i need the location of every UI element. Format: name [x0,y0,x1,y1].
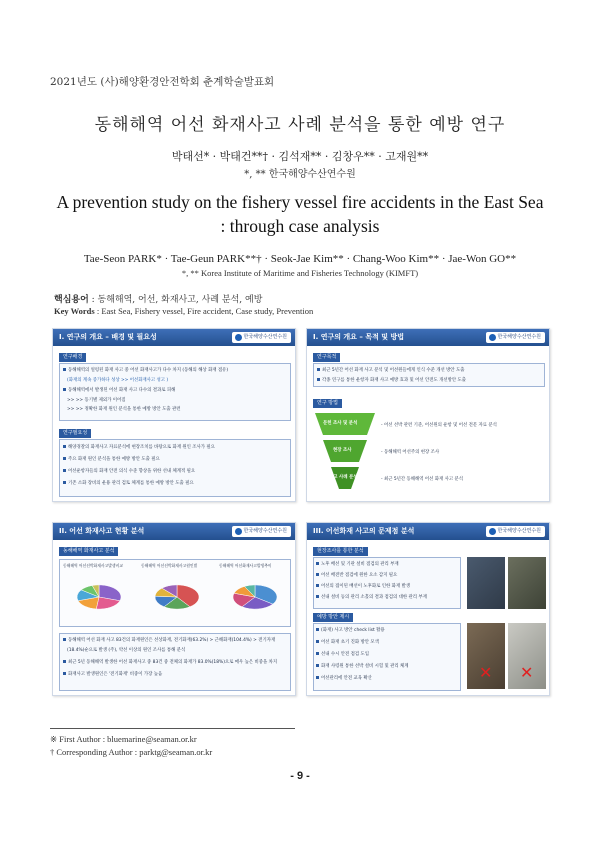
slide-title: I. 연구의 개요 – 배경 및 필요성 [59,333,157,341]
english-authors: Tae-Seon PARK* · Tae-Geun PARK**† · Seok-Jae Kim** · Chang-Woo Kim** · Jae-Won GO** [83,253,517,265]
bullet-icon [63,481,66,484]
slide-line: (화재의 계속 증가하다 성상 >> 어선화재사고 성고 ) [67,378,169,383]
step-note: - 어선 선박 관련 기준, 어선원의 운항 및 어선 전문 자료 분석 [381,423,497,428]
logo-icon [235,528,242,535]
bullet-icon [316,573,319,576]
slide-line: 동해해역의 얼렁된 화재 사고 중 어선 화재사고가 다수 차지 (동해의 해상 화재 점유) [63,367,228,373]
keywords-en-label: Key Words [54,306,95,316]
photo-wiring [508,557,546,609]
slide-fire-status [52,522,296,696]
keywords-en [54,306,313,316]
slide-title: II. 어선 화재사고 현황 분석 [59,527,145,535]
logo-text: 한국해양수산연수원 [243,334,287,340]
keywords-ko-label: 핵심용어 [54,295,89,305]
bullet-icon [63,660,66,663]
slide-purpose-method [306,328,550,502]
step-label: 현장 조사 [333,448,352,453]
slide-line: 노후 배선 및 기관 설비 점검의 관리 부재 [316,561,399,567]
photo-fire-equipment [508,623,546,689]
slide-line: 해양경찰의 화재사고 자료분석에 현장조치를 바탕으로 화재 원인 조사가 필요 [63,444,215,450]
section-label: 동해해역 화재사고 분석 [59,547,118,556]
slide-line: 주요 화재 원인 분석을 통한 예방 방안 도출 필요 [63,456,160,462]
bullet-icon [63,368,66,371]
bullet-icon [63,388,66,391]
keywords-en-text: : East Sea, Fishery vessel, Fire accident, Case study, Prevention [94,306,314,316]
step-label: 문헌 조사 및 분석 [323,421,358,426]
slide-line: 선내 설비 등의 관리 소홀의 결과 점검의 대한 관리 부재 [316,594,427,600]
section-label: 연구배경 [59,353,86,362]
step-label: 사고 사례 분석 [329,475,358,480]
bullet-icon [316,562,319,565]
slide-line: >> >> 동기별 제외가 이어짐 [67,398,126,403]
keywords-ko [54,292,262,305]
step-note: - 최근 5년간 동해해역 어선 화재 사고 분석 [381,477,464,482]
slide-line: 동해해역에서 발생된 어선 화재 사고 다수의 결과로 피해 [63,387,175,393]
bullet-icon [317,368,320,371]
slide-header [307,523,549,540]
page-number: - 9 - [290,770,310,782]
slide-line: 화재 사령원 통한 선박 설비 시험 및 관리 체계 [316,663,409,669]
x-mark-icon: ✕ [479,663,493,682]
slide-line: (화재) 사고 방안 check list 활용 [316,627,385,633]
section-label: 연구목적 [313,353,340,362]
bullet-icon [316,676,319,679]
bullet-icon [63,672,66,675]
bullet-icon [317,378,320,381]
photo-engine-room [467,623,505,689]
keywords-ko-text: : 동해해역, 어선, 화재사고, 사례 분석, 예방 [88,295,263,305]
chart-title: 동해해역 어선화재사고발생추이 [219,563,272,568]
institute-logo [232,526,291,537]
english-affiliation: *, ** Korea Institute of Maritime and Fisheries Technology (KIMFT) [181,268,419,278]
slide-line: 어선 배전반 점검에 원한 요소 감지 필요 [316,572,397,578]
slide-line: 선내 수시 안전 점검 도입 [316,651,369,657]
slide-line: 어선관리에 안전 교육 확산 [316,675,372,681]
x-mark-icon: ✕ [520,663,534,682]
bullet-icon [63,638,66,641]
bullet-icon [316,595,319,598]
slide-line: (18.4%)순으로 발생 (주), 약선 이상의 원인 조사를 통해 분석 [67,648,186,653]
logo-text: 한국해양수산연수원 [497,334,541,340]
english-title [40,190,560,238]
slide-line: 최근 5년간 어선 화재 사고 분석 및 어선원들에게 인식 수준 개선 방안 도출 [317,367,465,373]
section-label: 예방 방안 제시 [313,613,353,622]
slide-line: 각종 연구를 통한 운항자 화재 사고 예방 효과 및 어선 안전도 개선방안 도출 [317,377,466,383]
slide-line: 기존 소화 장비의 운용 관리 검토 체계를 통한 예방 방안 도출 필요 [63,480,194,486]
slide-line: 화재사고 발생원인은 '전기화재' 비중이 가장 높음 [63,671,162,677]
section-label: 연구 방법 [313,399,342,408]
bullet-icon [316,584,319,587]
slide-line: 최근 5년 동해해역 발생한 어선 화재사고 중 83건 중 전체의 화재가 83.0%(18%)으로 매우 높은 비중을 차지 [63,659,277,665]
logo-text: 한국해양수산연수원 [243,528,287,534]
logo-icon [489,334,496,341]
photo-electrical-panel [467,557,505,609]
bullet-icon [63,469,66,472]
slide-header [307,329,549,346]
bullet-icon [316,664,319,667]
slide-line: >> >> 정확한 화재 원인 분석을 통한 예방 방안 도출 관련 [67,407,181,412]
slide-problem-analysis [306,522,550,696]
slide-header [53,523,295,540]
bullet-icon [316,628,319,631]
korean-title: 동해해역 어선 화재사고 사례 분석을 통한 예방 연구 [94,115,506,135]
slide-title: I. 연구의 개요 – 목적 및 방법 [313,333,405,341]
conference-name: 2021년도 (사)해양환경안전학회 춘계학술발표회 [50,76,275,88]
english-title-line2: : through case analysis [220,216,380,236]
bullet-icon [63,445,66,448]
logo-icon [489,528,496,535]
korean-affiliation: *, ** 한국해양수산연수원 [244,169,356,180]
footnote-corresponding-author: † Corresponding Author : parktg@seaman.or.kr [50,747,213,757]
step-note: - 동해해역 어선주의 현장 조사 [381,450,440,455]
slide-line: 어선 화재 초기 진화 방안 모색 [316,639,379,645]
institute-logo [486,526,545,537]
footnote-first-author: ※ First Author : bluemarine@seaman.or.kr [50,734,197,744]
bullet-icon [63,457,66,460]
slide-line: 어선운항자들의 화재 안전 의식 수준 향상을 위한 선내 체계적 필요 [63,468,195,474]
pie-charts [59,569,291,627]
bullet-icon [316,652,319,655]
chart-title: 동해해역 어선선박화재사고발생비교 [63,563,123,568]
slide-header [53,329,295,346]
bullet-icon [316,640,319,643]
logo-icon [235,334,242,341]
institute-logo [232,332,291,343]
section-label: 연구필요성 [59,429,91,438]
institute-logo [486,332,545,343]
english-title-line1: A prevention study on the fishery vessel fire accidents in the East Sea [56,192,544,212]
footnote-divider [50,728,295,729]
slide-title: III. 어선화재 사고의 문제점 분석 [313,527,415,535]
section-label: 현장조사를 통한 분석 [313,547,368,556]
slide-line: 동해해역 어선 화재 사고 83건의 화재원인은 선상화재, 전기화재(63.2%) > 근해화재(104.4%) > 전기자재 [63,637,275,643]
chart-title: 동해해역 어선선박화재사고원인별 [141,563,198,568]
korean-authors: 박태선* · 박태건**† · 김석재** · 김창우** · 고재원** [171,150,429,163]
logo-text: 한국해양수산연수원 [497,528,541,534]
slide-background-necessity [52,328,296,502]
slide-line: 어선의 접이된 배선이 노후화로 인한 화재 발생 [316,583,410,589]
